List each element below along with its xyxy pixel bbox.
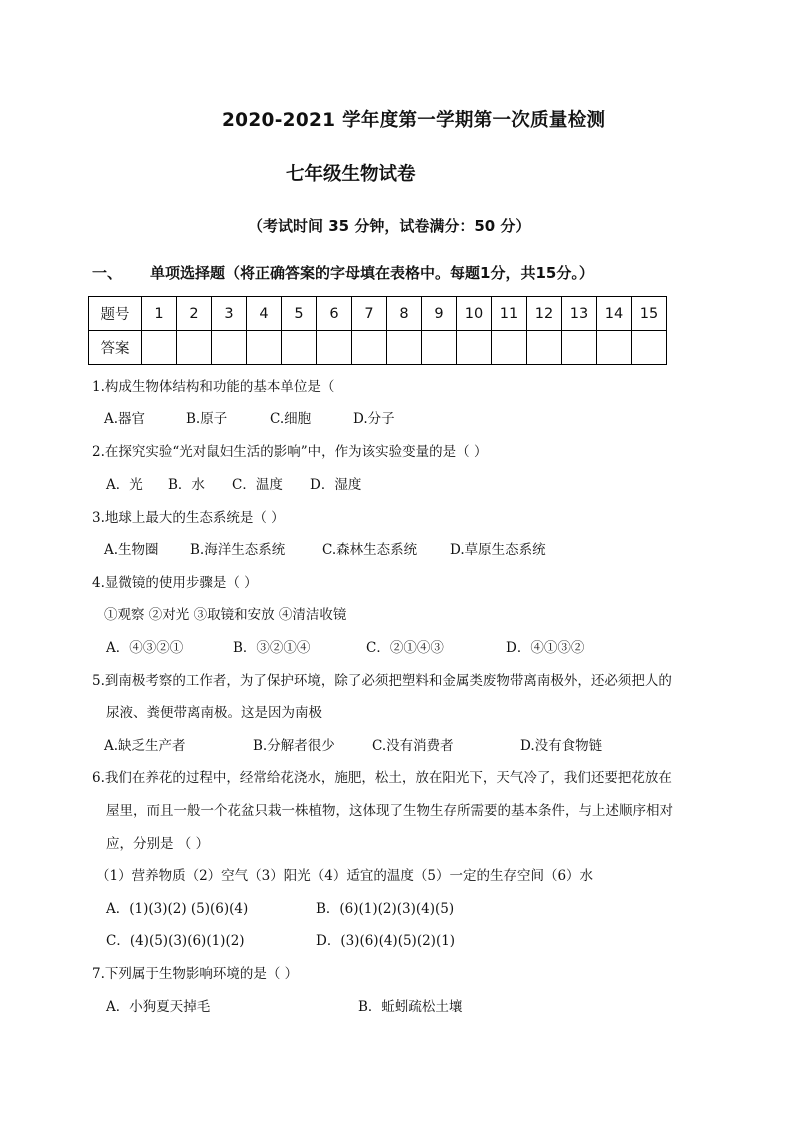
- question-6-stem-line-1: 6.我们在养花的过程中，经常给花浇水，施肥，松土，放在阳光下，天气冷了，我们还要把花放在: [92, 770, 672, 786]
- row-header-number: 题号: [89, 297, 142, 331]
- question-2-option-d: D．湿度: [310, 477, 362, 493]
- section-number: 一、: [92, 264, 123, 282]
- question-5-stem-line-1: 5.到南极考察的工作者，为了保护环境，除了必须把塑料和金属类废物带离南极外，还必须把人的: [92, 673, 672, 689]
- exam-info: （考试时间 35 分钟，试卷满分：50 分）: [248, 217, 531, 235]
- question-number-cell: 2: [177, 297, 212, 331]
- answer-table-answer-row: [89, 331, 667, 365]
- question-6-option-d: D．(3)(6)(4)(5)(2)(1): [316, 933, 456, 949]
- question-4-option-c: C．②①④③: [366, 640, 444, 656]
- answer-cell[interactable]: [282, 331, 317, 365]
- question-number-cell: 7: [352, 297, 387, 331]
- question-6-stem-line-2: 屋里，而且一般一个花盆只栽一株植物，这体现了生物生存所需要的基本条件，与上述顺序相对: [106, 803, 673, 819]
- question-5-option-a: A.缺乏生产者: [104, 738, 186, 754]
- question-2-option-b: B．水: [168, 477, 205, 493]
- answer-cell[interactable]: [562, 331, 597, 365]
- answer-cell[interactable]: [387, 331, 422, 365]
- question-6-option-a: A．(1)(3)(2) (5)(6)(4): [106, 901, 249, 917]
- answer-cell[interactable]: [422, 331, 457, 365]
- question-number-cell: 6: [317, 297, 352, 331]
- question-number-cell: 12: [527, 297, 562, 331]
- question-6-option-b: B．(6)(1)(2)(3)(4)(5): [316, 901, 455, 917]
- question-6-stem-line-3: 应，分别是 （ ）: [106, 836, 210, 852]
- answer-cell[interactable]: [317, 331, 352, 365]
- question-number-cell: 4: [247, 297, 282, 331]
- question-4-option-b: B．③②①④: [233, 640, 311, 656]
- answer-cell[interactable]: [142, 331, 177, 365]
- section-title: 单项选择题（将正确答案的字母填在表格中。每题1分，共15分。）: [150, 264, 594, 282]
- question-5-stem-line-2: 尿液、粪便带离南极。这是因为南极: [106, 705, 322, 721]
- answer-cell[interactable]: [247, 331, 282, 365]
- question-4-steps: ①观察 ②对光 ③取镜和安放 ④清洁收镜: [104, 607, 347, 623]
- question-number-cell: 3: [212, 297, 247, 331]
- question-6-conditions: （1）营养物质（2）空气（3）阳光（4）适宜的温度（5）一定的生存空间（6）水: [96, 868, 594, 884]
- question-number-cell: 5: [282, 297, 317, 331]
- question-number-cell: 8: [387, 297, 422, 331]
- question-number-cell: 10: [457, 297, 492, 331]
- answer-cell[interactable]: [177, 331, 212, 365]
- question-3-option-a: A.生物圈: [104, 542, 159, 558]
- section-heading: [92, 262, 594, 283]
- answer-cell[interactable]: [457, 331, 492, 365]
- question-2-option-c: C．温度: [232, 477, 283, 493]
- question-7-stem: 7.下列属于生物影响环境的是（ ）: [92, 966, 299, 982]
- question-2-stem: 2.在探究实验“光对鼠妇生活的影响”中，作为该实验变量的是（ ）: [92, 444, 488, 460]
- question-1-option-a: A.器官: [104, 411, 146, 427]
- question-number-cell: 11: [492, 297, 527, 331]
- question-number-cell: 15: [632, 297, 667, 331]
- row-header-answer: 答案: [89, 331, 142, 365]
- answer-table: [88, 296, 667, 365]
- answer-cell[interactable]: [527, 331, 562, 365]
- exam-subtitle: 七年级生物试卷: [286, 164, 416, 185]
- question-3-option-d: D.草原生态系统: [450, 542, 546, 558]
- question-4-option-a: A．④③②①: [106, 640, 184, 656]
- question-4-stem: 4.显微镜的使用步骤是（ ）: [92, 575, 258, 591]
- exam-title: 2020-2021 学年度第一学期第一次质量检测: [222, 110, 606, 131]
- question-number-cell: 1: [142, 297, 177, 331]
- question-3-option-c: C.森林生态系统: [322, 542, 418, 558]
- question-5-option-b: B.分解者很少: [253, 738, 335, 754]
- answer-table-number-row: [89, 297, 667, 331]
- question-number-cell: 9: [422, 297, 457, 331]
- question-number-cell: 13: [562, 297, 597, 331]
- answer-cell[interactable]: [632, 331, 667, 365]
- answer-cell[interactable]: [352, 331, 387, 365]
- question-5-option-d: D.没有食物链: [520, 738, 603, 754]
- question-7-option-b: B．蚯蚓疏松土壤: [358, 999, 463, 1015]
- question-4-option-d: D．④①③②: [506, 640, 585, 656]
- question-5-option-c: C.没有消费者: [372, 738, 454, 754]
- question-3-stem: 3.地球上最大的生态系统是（ ）: [92, 510, 285, 526]
- question-3-option-b: B.海洋生态系统: [190, 542, 286, 558]
- question-number-cell: 14: [597, 297, 632, 331]
- answer-cell[interactable]: [212, 331, 247, 365]
- question-7-option-a: A．小狗夏天掉毛: [106, 999, 211, 1015]
- question-1-stem: 1.构成生物体结构和功能的基本单位是（: [92, 379, 335, 395]
- answer-cell[interactable]: [492, 331, 527, 365]
- question-1-option-c: C.细胞: [270, 411, 312, 427]
- question-2-option-a: A．光: [106, 477, 143, 493]
- question-1-option-b: B.原子: [186, 411, 228, 427]
- question-6-option-c: C．(4)(5)(3)(6)(1)(2): [106, 933, 245, 949]
- question-1-option-d: D.分子: [353, 411, 395, 427]
- answer-cell[interactable]: [597, 331, 632, 365]
